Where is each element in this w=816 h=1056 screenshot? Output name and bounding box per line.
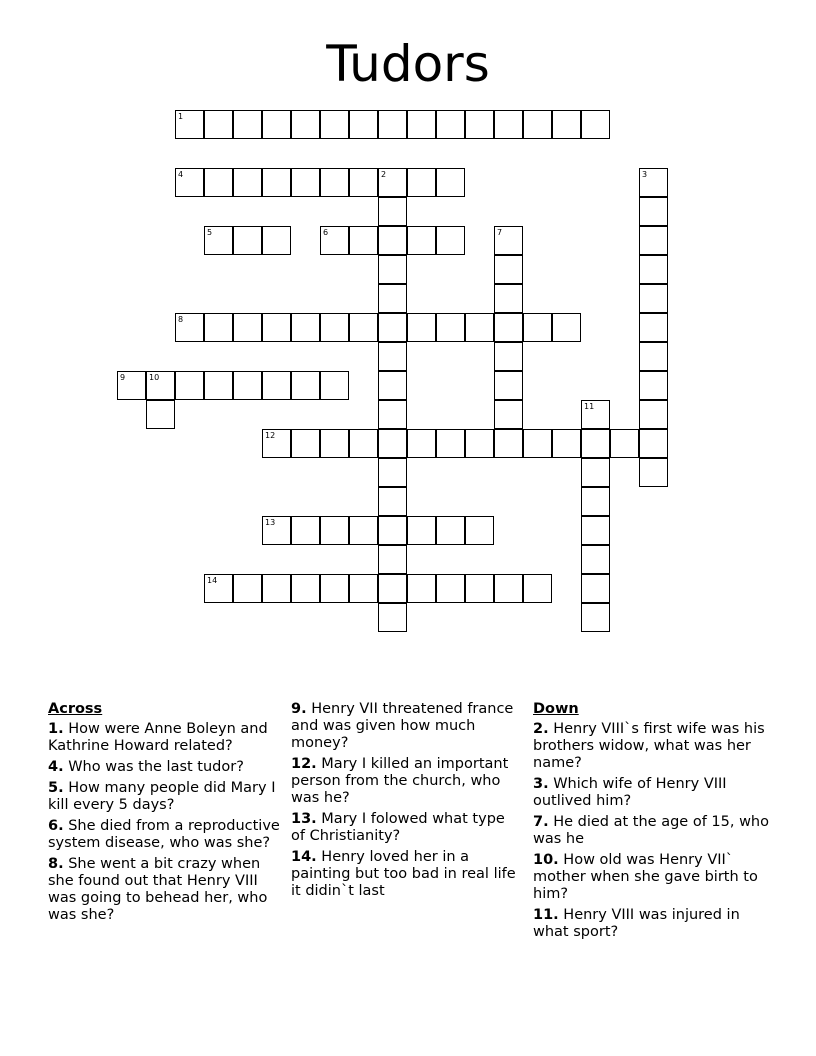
grid-cell[interactable] <box>175 168 204 197</box>
down-clues-column <box>533 701 773 945</box>
down-clue-7: 7. He died at the age of 15, who was he <box>533 814 769 847</box>
grid-cell[interactable] <box>581 110 610 139</box>
grid-cell[interactable] <box>378 429 407 458</box>
clue-number: 6 <box>323 228 329 237</box>
grid-cell[interactable] <box>378 400 407 429</box>
grid-cell[interactable] <box>378 545 407 574</box>
grid-cell[interactable] <box>378 168 407 197</box>
grid-cell[interactable] <box>320 313 349 342</box>
grid-cell[interactable] <box>320 429 349 458</box>
grid-cell[interactable] <box>204 110 233 139</box>
grid-cell[interactable] <box>494 255 523 284</box>
grid-cell[interactable] <box>378 458 407 487</box>
grid-cell[interactable] <box>349 574 378 603</box>
grid-cell[interactable] <box>436 313 465 342</box>
grid-cell[interactable] <box>349 226 378 255</box>
grid-cell[interactable] <box>639 429 668 458</box>
grid-cell[interactable] <box>407 516 436 545</box>
grid-cell[interactable] <box>581 516 610 545</box>
grid-cell[interactable] <box>378 487 407 516</box>
grid-cell[interactable] <box>639 168 668 197</box>
grid-cell[interactable] <box>378 371 407 400</box>
down-heading: Down <box>533 701 579 717</box>
grid-cell[interactable] <box>523 574 552 603</box>
grid-cell[interactable] <box>262 371 291 400</box>
grid-cell[interactable] <box>262 313 291 342</box>
across-clue-4: 4. Who was the last tudor? <box>48 759 244 775</box>
clue-number: 13 <box>265 518 276 527</box>
grid-cell[interactable] <box>320 574 349 603</box>
grid-cell[interactable] <box>378 574 407 603</box>
grid-cell[interactable] <box>639 313 668 342</box>
grid-cell[interactable] <box>117 371 146 400</box>
grid-cell[interactable] <box>349 110 378 139</box>
grid-cell[interactable] <box>349 168 378 197</box>
grid-cell[interactable] <box>552 110 581 139</box>
grid-cell[interactable] <box>581 574 610 603</box>
grid-cell[interactable] <box>320 110 349 139</box>
grid-cell[interactable] <box>465 313 494 342</box>
grid-cell[interactable] <box>204 226 233 255</box>
grid-cell[interactable] <box>610 429 639 458</box>
grid-cell[interactable] <box>407 313 436 342</box>
grid-cell[interactable] <box>204 313 233 342</box>
grid-cell[interactable] <box>262 516 291 545</box>
clue-number: 11 <box>584 402 595 411</box>
across-heading: Across <box>48 701 103 717</box>
clue-number: 1 <box>178 112 184 121</box>
grid-cell[interactable] <box>494 400 523 429</box>
grid-cell[interactable] <box>465 516 494 545</box>
grid-cell[interactable] <box>378 226 407 255</box>
grid-cell[interactable] <box>291 371 320 400</box>
grid-cell[interactable] <box>262 110 291 139</box>
grid-cell[interactable] <box>581 487 610 516</box>
grid-cell[interactable] <box>233 110 262 139</box>
grid-cell[interactable] <box>436 226 465 255</box>
grid-cell[interactable] <box>494 371 523 400</box>
grid-cell[interactable] <box>436 574 465 603</box>
grid-cell[interactable] <box>233 226 262 255</box>
across-clue-6: 6. She died from a reproductive system disease, who was she? <box>48 818 280 851</box>
grid-cell[interactable] <box>523 110 552 139</box>
clue-number: 8 <box>178 315 184 324</box>
grid-cell[interactable] <box>291 168 320 197</box>
across-clues-column-2 <box>291 701 519 904</box>
across-clue-1: 1. How were Anne Boleyn and Kathrine Howard related? <box>48 721 268 754</box>
clue-number: 12 <box>265 431 276 440</box>
down-clue-2: 2. Henry VIII`s first wife was his brothers widow, what was her name? <box>533 721 765 771</box>
grid-cell[interactable] <box>436 110 465 139</box>
grid-cell[interactable] <box>407 574 436 603</box>
grid-cell[interactable] <box>378 313 407 342</box>
grid-cell[interactable] <box>494 284 523 313</box>
grid-cell[interactable] <box>494 226 523 255</box>
grid-cell[interactable] <box>204 168 233 197</box>
grid-cell[interactable] <box>639 197 668 226</box>
grid-cell[interactable] <box>494 313 523 342</box>
grid-cell[interactable] <box>233 574 262 603</box>
grid-cell[interactable] <box>291 313 320 342</box>
grid-cell[interactable] <box>407 226 436 255</box>
grid-cell[interactable] <box>378 284 407 313</box>
grid-cell[interactable] <box>465 429 494 458</box>
grid-cell[interactable] <box>291 574 320 603</box>
grid-cell[interactable] <box>262 429 291 458</box>
grid-cell[interactable] <box>233 313 262 342</box>
down-clue-3: 3. Which wife of Henry VIII outlived him? <box>533 776 727 809</box>
grid-cell[interactable] <box>378 516 407 545</box>
grid-cell[interactable] <box>465 110 494 139</box>
down-clue-10: 10. How old was Henry VII` mother when she gave birth to him? <box>533 852 758 902</box>
grid-cell[interactable] <box>639 226 668 255</box>
grid-cell[interactable] <box>349 516 378 545</box>
grid-cell[interactable] <box>175 110 204 139</box>
grid-cell[interactable] <box>639 255 668 284</box>
across-clues-column-1 <box>48 701 284 928</box>
grid-cell[interactable] <box>639 284 668 313</box>
grid-cell[interactable] <box>320 516 349 545</box>
grid-cell[interactable] <box>291 429 320 458</box>
grid-cell[interactable] <box>146 371 175 400</box>
grid-cell[interactable] <box>233 168 262 197</box>
grid-cell[interactable] <box>349 429 378 458</box>
grid-cell[interactable] <box>349 313 378 342</box>
grid-cell[interactable] <box>146 400 175 429</box>
grid-cell[interactable] <box>581 603 610 632</box>
across-clue-8: 8. She went a bit crazy when she found out that Henry VIII was going to behead her, who was she? <box>48 856 268 923</box>
grid-cell[interactable] <box>407 168 436 197</box>
clue-number: 3 <box>642 170 648 179</box>
grid-cell[interactable] <box>465 574 494 603</box>
clue-number: 2 <box>381 170 387 179</box>
grid-cell[interactable] <box>639 342 668 371</box>
grid-cell[interactable] <box>175 313 204 342</box>
grid-cell[interactable] <box>581 545 610 574</box>
grid-cell[interactable] <box>204 371 233 400</box>
clue-number: 10 <box>149 373 160 382</box>
grid-cell[interactable] <box>523 429 552 458</box>
clue-number: 9 <box>120 373 126 382</box>
grid-cell[interactable] <box>262 574 291 603</box>
grid-cell[interactable] <box>494 342 523 371</box>
grid-cell[interactable] <box>581 400 610 429</box>
puzzle-title: Tudors <box>326 35 490 93</box>
grid-cell[interactable] <box>639 458 668 487</box>
grid-cell[interactable] <box>494 429 523 458</box>
grid-cell[interactable] <box>233 371 262 400</box>
grid-cell[interactable] <box>378 603 407 632</box>
clue-number: 5 <box>207 228 213 237</box>
grid-cell[interactable] <box>320 371 349 400</box>
grid-cell[interactable] <box>436 516 465 545</box>
grid-cell[interactable] <box>262 168 291 197</box>
grid-cell[interactable] <box>407 429 436 458</box>
grid-cell[interactable] <box>581 458 610 487</box>
grid-cell[interactable] <box>407 110 436 139</box>
grid-cell[interactable] <box>378 110 407 139</box>
grid-cell[interactable] <box>175 371 204 400</box>
across-clue-12: 12. Mary I killed an important person from the church, who was he? <box>291 756 509 806</box>
grid-cell[interactable] <box>552 429 581 458</box>
across-clue-5: 5. How many people did Mary I kill every 5 days? <box>48 780 276 813</box>
grid-cell[interactable] <box>494 574 523 603</box>
grid-cell[interactable] <box>291 110 320 139</box>
grid-cell[interactable] <box>639 400 668 429</box>
grid-cell[interactable] <box>639 371 668 400</box>
grid-cell[interactable] <box>552 313 581 342</box>
grid-cell[interactable] <box>378 255 407 284</box>
grid-cell[interactable] <box>523 313 552 342</box>
grid-cell[interactable] <box>378 197 407 226</box>
across-clue-9: 9. Henry VII threatened france and was given how much money? <box>291 701 514 751</box>
grid-cell[interactable] <box>291 516 320 545</box>
grid-cell[interactable] <box>494 110 523 139</box>
grid-cell[interactable] <box>581 429 610 458</box>
grid-cell[interactable] <box>436 168 465 197</box>
across-clue-14: 14. Henry loved her in a painting but too bad in real life it didin`t last <box>291 849 516 899</box>
grid-cell[interactable] <box>204 574 233 603</box>
across-clue-13: 13. Mary I folowed what type of Christianity? <box>291 811 505 844</box>
clue-number: 7 <box>497 228 503 237</box>
grid-cell[interactable] <box>320 226 349 255</box>
clue-number: 14 <box>207 576 218 585</box>
down-clue-11: 11. Henry VIII was injured in what sport? <box>533 907 740 940</box>
grid-cell[interactable] <box>320 168 349 197</box>
clue-number: 4 <box>178 170 184 179</box>
grid-cell[interactable] <box>378 342 407 371</box>
grid-cell[interactable] <box>436 429 465 458</box>
grid-cell[interactable] <box>262 226 291 255</box>
